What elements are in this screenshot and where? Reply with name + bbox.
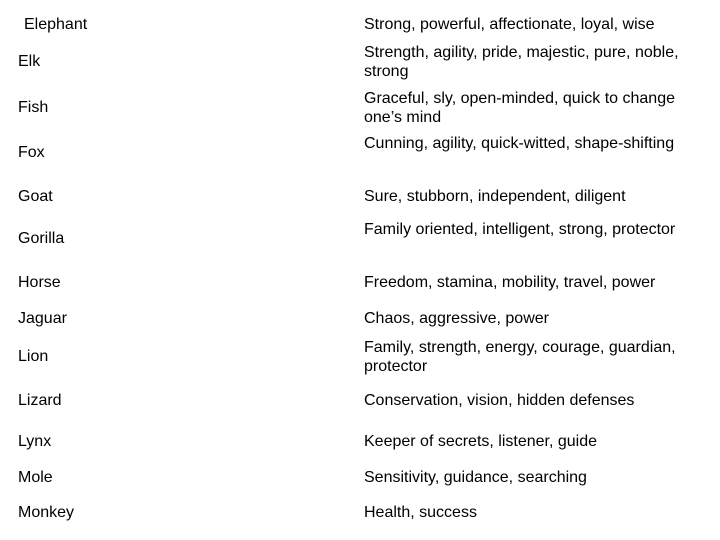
animal-traits: Family, strength, energy, courage, guardian, protector [364, 339, 676, 375]
animal-traits: Sure, stubborn, independent, diligent [364, 188, 626, 205]
animal-name: Fox [18, 144, 45, 161]
animal-traits: Strength, agility, pride, majestic, pure, noble, strong [364, 44, 679, 80]
animal-traits: Cunning, agility, quick-witted, shape-shifting [364, 135, 675, 152]
animal-name: Elephant [24, 16, 88, 33]
animal-name: Lynx [18, 433, 52, 450]
animal-traits: Keeper of secrets, listener, guide [364, 433, 598, 450]
animal-name: Fish [18, 99, 49, 116]
animal-name: Gorilla [18, 230, 65, 247]
animal-traits: Conservation, vision, hidden defenses [364, 392, 635, 409]
animal-traits: Strong, powerful, affectionate, loyal, wise [364, 16, 655, 33]
animal-name: Lion [18, 348, 49, 365]
animal-traits: Family oriented, intelligent, strong, protector [364, 221, 676, 238]
animal-traits: Chaos, aggressive, power [364, 310, 549, 327]
animal-name: Goat [18, 188, 53, 205]
animal-traits: Graceful, sly, open-minded, quick to change one’s mind [364, 90, 675, 126]
animal-name: Horse [18, 274, 61, 291]
animal-name: Elk [18, 53, 41, 70]
animal-name: Lizard [18, 392, 62, 409]
animal-traits: Health, success [364, 504, 477, 521]
animal-traits: Freedom, stamina, mobility, travel, power [364, 274, 656, 291]
animal-name: Monkey [18, 504, 75, 521]
animal-name: Jaguar [18, 310, 67, 327]
animal-traits: Sensitivity, guidance, searching [364, 469, 587, 486]
animal-name: Mole [18, 469, 53, 486]
